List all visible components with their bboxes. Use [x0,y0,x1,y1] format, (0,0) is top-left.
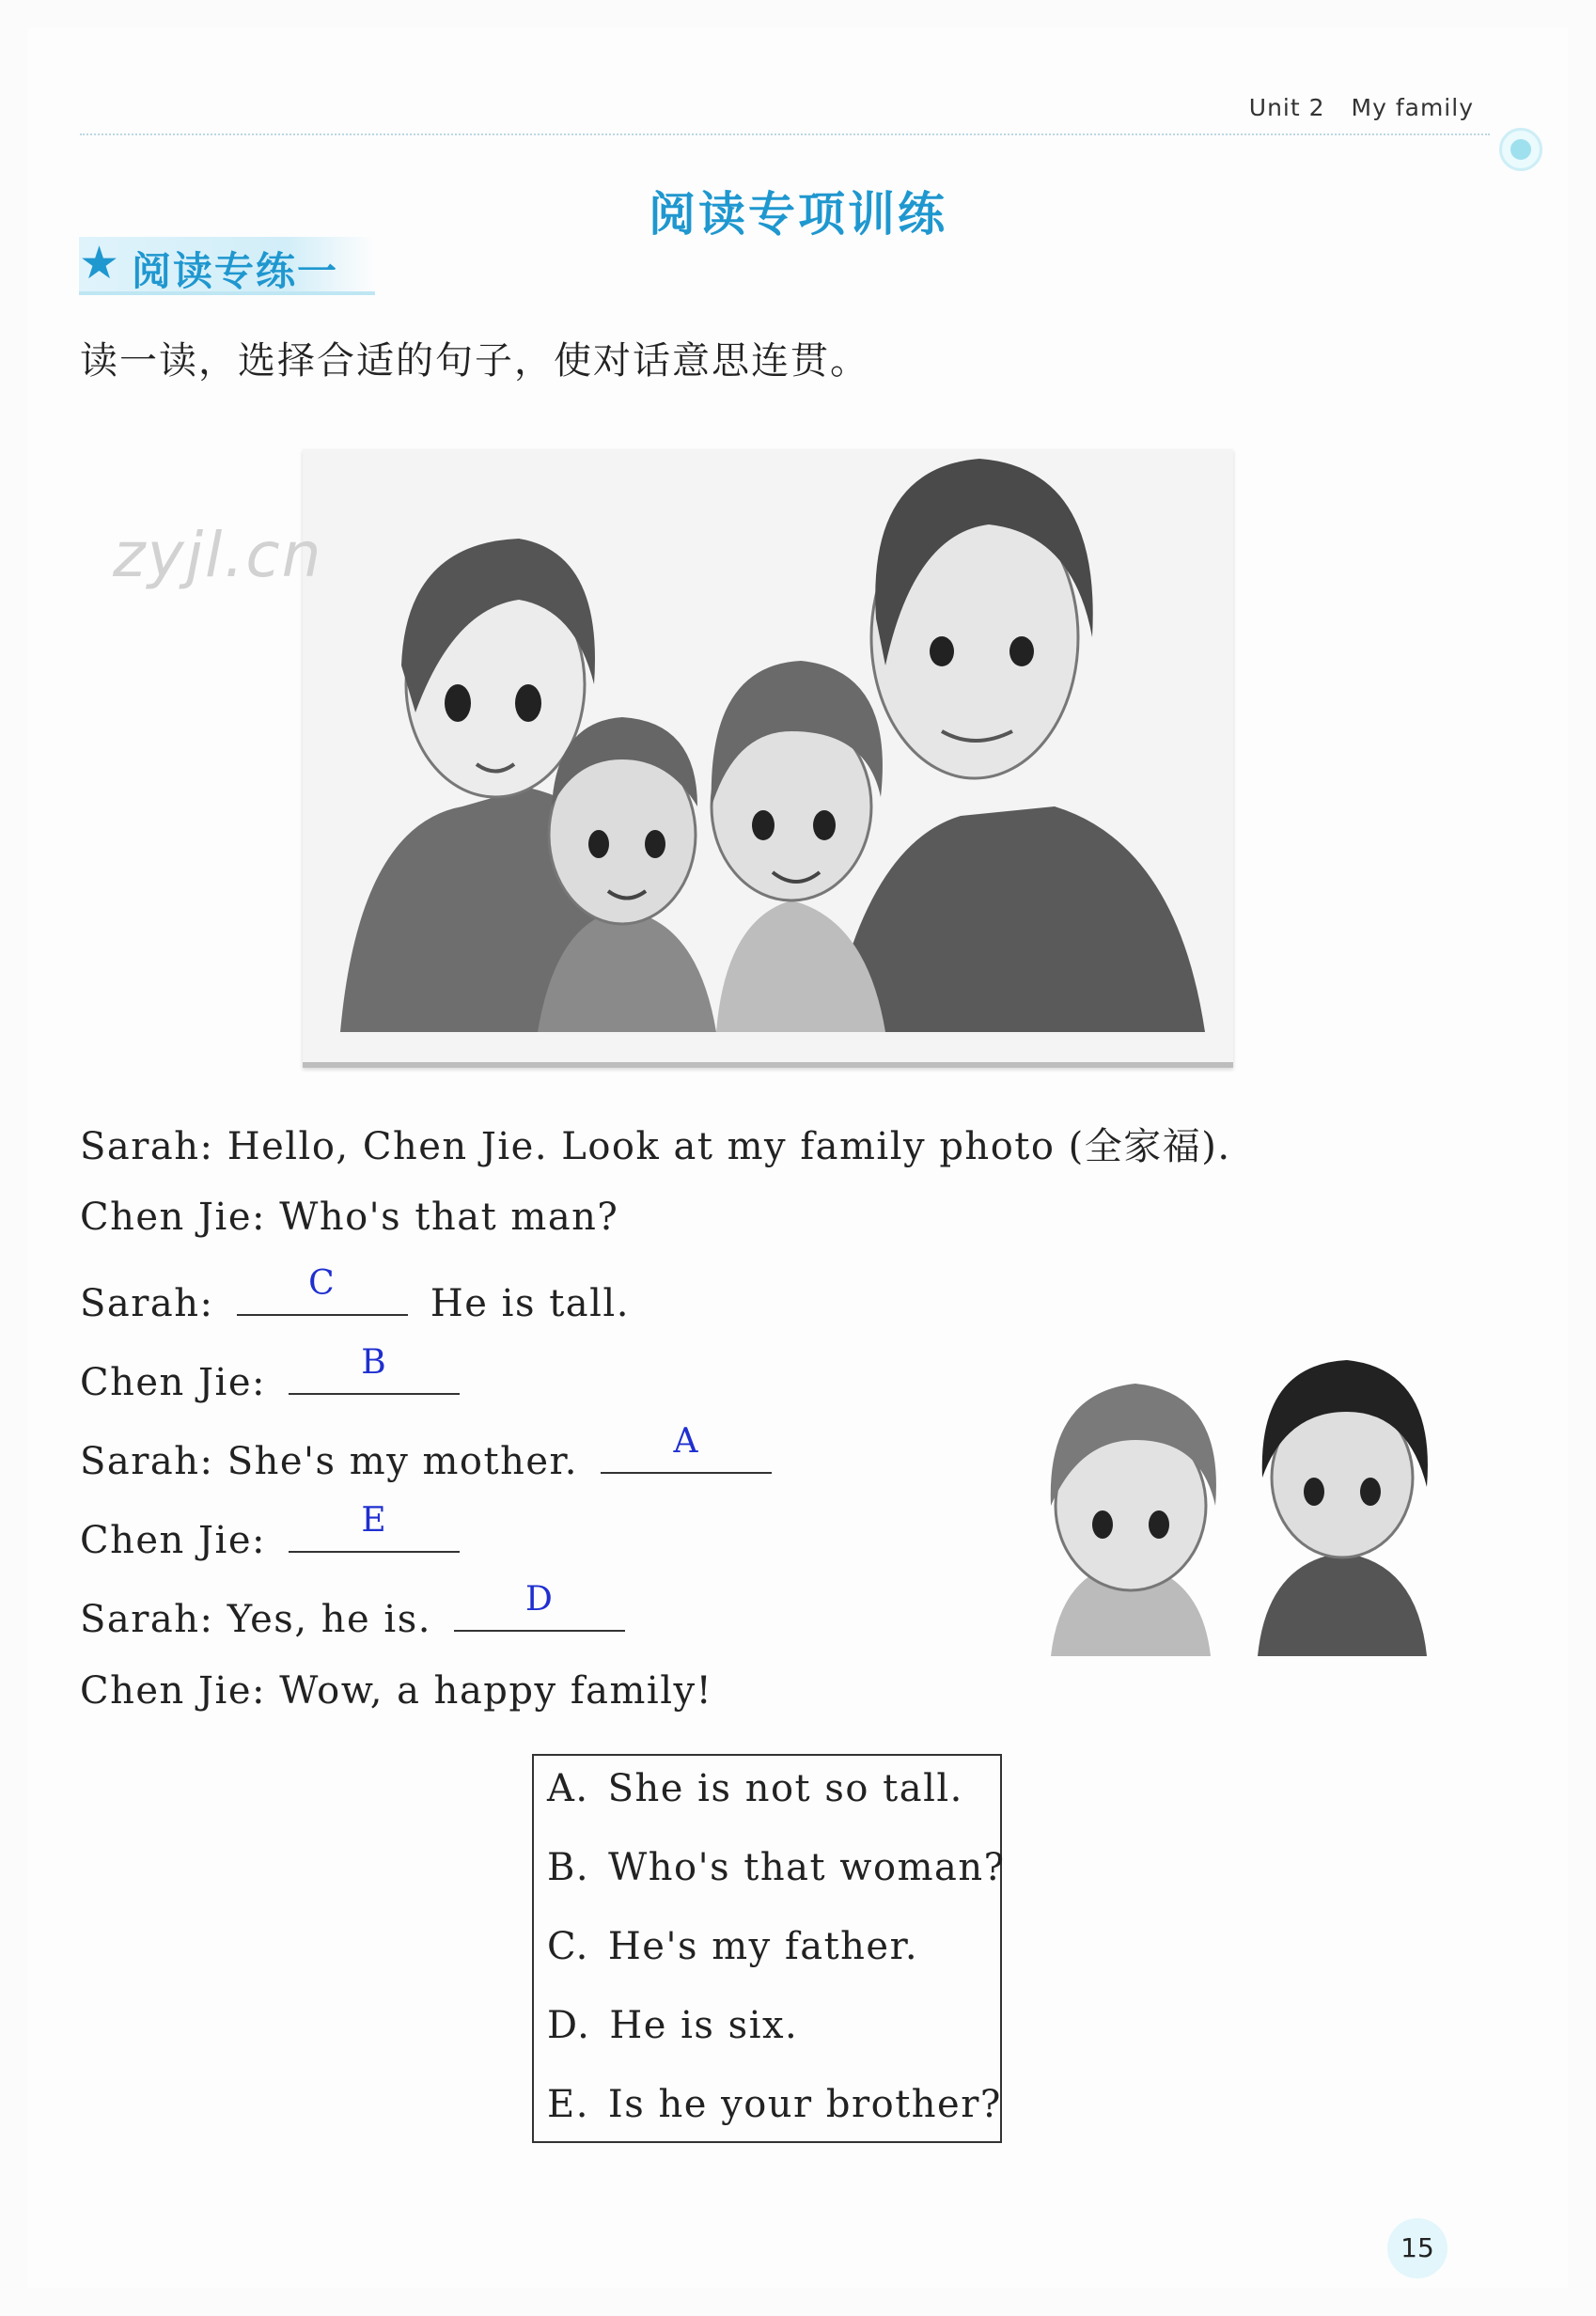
option-text: She is not so tall. [607,1767,963,1810]
option-text: Is he your brother? [607,2083,1002,2126]
page-title: 阅读专项训练 [649,187,947,242]
header-rule [80,133,1490,135]
speaker: Chen Jie [80,1519,253,1562]
speaker: Sarah [80,1125,200,1168]
dialogue-line-4: Chen Jie: B [80,1354,469,1404]
answer-letter: E [361,1501,388,1540]
option-c [547,1925,918,1968]
header-dot-icon [1499,128,1542,171]
dialogue-line-8: Chen Jie: Wow, a happy family! [80,1669,713,1713]
answer-blank[interactable] [454,1580,625,1632]
answer-letter: D [524,1580,555,1619]
dialogue-line-3: Sarah: C He is tall. [80,1264,630,1325]
sarah-figure [1051,1384,1216,1656]
section-label: 阅读专练一 [132,248,339,294]
girl-figure [712,661,885,1032]
options-box [532,1754,1006,2143]
dialogue-line-1: Sarah: Hello, Chen Jie. Look at my family photo (全家福). [80,1125,1231,1168]
option-text: Who's that woman? [608,1846,1006,1889]
dialogue-line-5: Sarah: She's my mother. A [80,1432,781,1483]
answer-blank[interactable] [237,1264,408,1316]
option-letter: C. [547,1925,589,1968]
option-letter: B. [547,1846,590,1889]
dialogue-text: He is tall. [430,1282,630,1325]
dialogue-text: Wow, a happy family! [279,1669,713,1713]
option-b [547,1846,1006,1889]
dialogue-text: Hello, Chen Jie. Look at my family photo (全家福). [227,1125,1231,1168]
answer-blank[interactable] [289,1501,460,1553]
unit-label: Unit 2 [1248,94,1325,121]
speaker: Chen Jie [80,1196,253,1239]
dialogue-line-7: Sarah: Yes, he is. D [80,1590,634,1641]
star-icon: ★ [79,237,120,290]
option-e [547,2083,1002,2126]
answer-letter: A [673,1422,699,1461]
option-text: He is six. [609,2004,799,2047]
family-photo-illustration [303,449,1233,1068]
dialogue-line-6: Chen Jie: E [80,1511,469,1562]
option-letter: E. [547,2083,589,2126]
answer-blank[interactable] [289,1343,460,1395]
option-a [547,1767,963,1810]
page-number: 15 [1387,2218,1447,2278]
dialogue-text: Yes, he is. [227,1598,431,1641]
option-d [547,2004,798,2047]
answer-blank[interactable] [601,1422,772,1474]
dialogue-line-2: Chen Jie: Who's that man? [80,1196,619,1239]
running-header [1249,94,1474,121]
speaker: Chen Jie [80,1361,253,1404]
instruction-text: 读一读，选择合适的句子，使对话意思连贯。 [80,339,869,383]
answer-letter: C [308,1264,336,1303]
speaker: Sarah [80,1440,200,1483]
speaker: Sarah [80,1598,200,1641]
unit-topic: My family [1351,94,1474,121]
dialogue-text: Who's that man? [279,1196,619,1239]
watermark: zyjl.cn [113,519,323,591]
two-girls-illustration [1023,1355,1455,1666]
section-badge [79,237,375,295]
chen-jie-figure [1258,1360,1428,1656]
answer-letter: B [361,1343,388,1382]
speaker: Chen Jie [80,1669,253,1713]
option-letter: D. [547,2004,591,2047]
dialogue-text: She's my mother. [227,1440,578,1483]
option-text: He's my father. [607,1925,919,1968]
speaker: Sarah [80,1282,200,1325]
option-letter: A. [547,1767,589,1810]
